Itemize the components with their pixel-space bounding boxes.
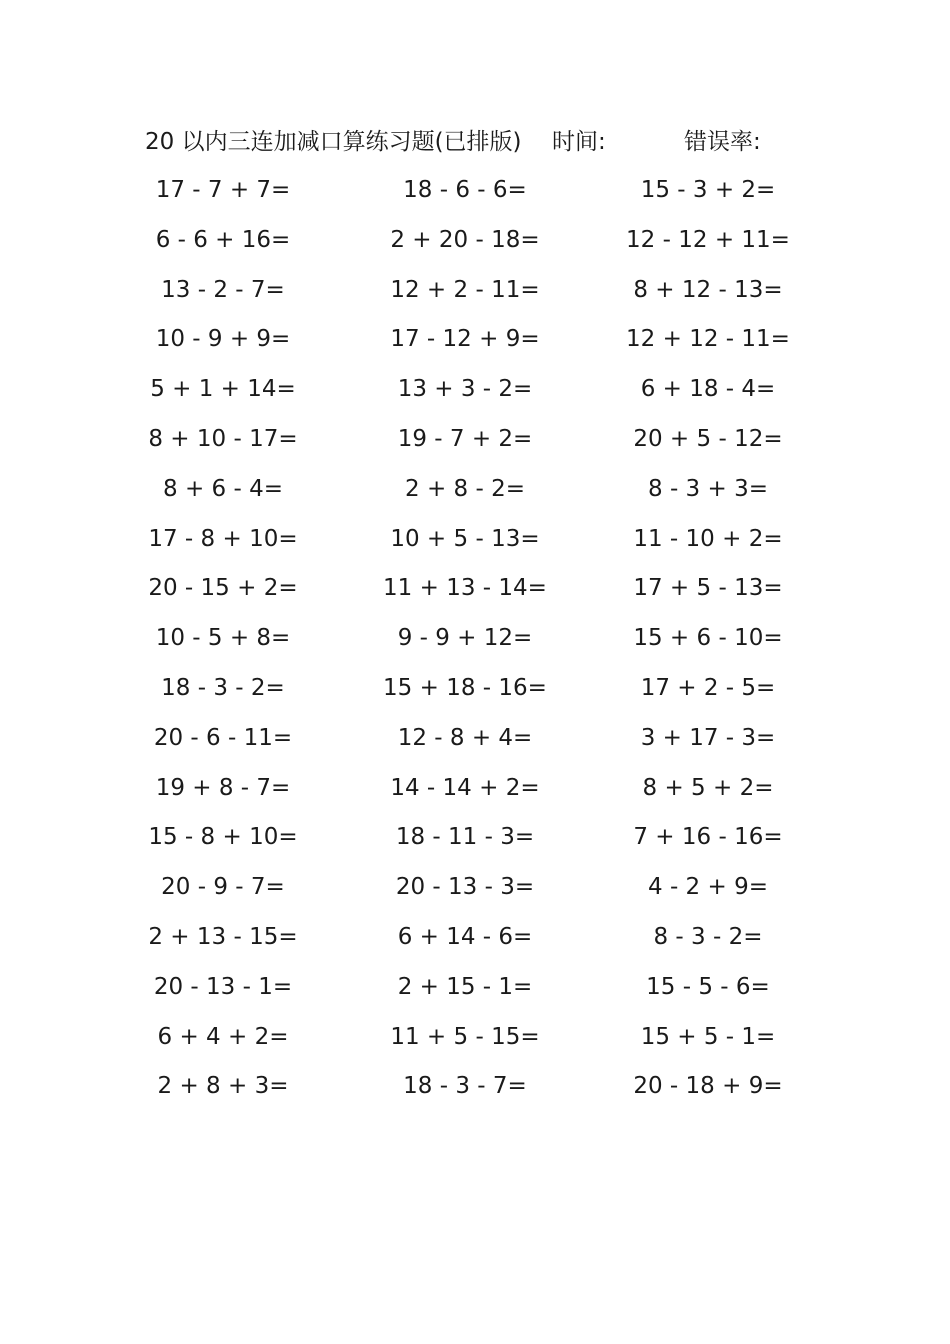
problem-row bbox=[0, 568, 950, 618]
problem-item: 20 - 13 - 1= bbox=[153, 973, 293, 1000]
problem-item: 12 + 12 - 11= bbox=[626, 326, 790, 353]
problem-item: 15 - 3 + 2= bbox=[640, 177, 776, 203]
problem-item: 17 - 7 + 7= bbox=[155, 177, 291, 203]
problem-row bbox=[0, 419, 950, 469]
problem-item: 8 + 10 - 17= bbox=[148, 425, 298, 452]
problem-row bbox=[0, 917, 950, 967]
problem-item: 6 + 18 - 4= bbox=[640, 376, 776, 403]
problem-row bbox=[0, 270, 950, 320]
problem-item: 20 - 6 - 11= bbox=[153, 724, 293, 751]
problem-item: 18 - 11 - 3= bbox=[395, 824, 535, 851]
problem-row bbox=[0, 867, 950, 917]
problem-item: 10 - 5 + 8= bbox=[155, 625, 291, 652]
problem-item: 18 - 3 - 7= bbox=[403, 1073, 527, 1100]
problem-item: 20 - 18 + 9= bbox=[633, 1073, 783, 1100]
problem-row bbox=[0, 519, 950, 569]
problem-item: 2 + 8 - 2= bbox=[405, 475, 525, 502]
problem-row bbox=[0, 220, 950, 270]
problem-item: 6 + 4 + 2= bbox=[157, 1023, 289, 1050]
problem-item: 20 - 13 - 3= bbox=[395, 874, 535, 901]
problem-item: 2 + 8 + 3= bbox=[157, 1073, 289, 1100]
problem-row bbox=[0, 718, 950, 768]
problem-item: 8 + 5 + 2= bbox=[642, 774, 774, 801]
problem-item: 20 - 15 + 2= bbox=[148, 575, 298, 602]
problem-item: 15 - 5 - 6= bbox=[646, 973, 770, 1000]
problem-item: 11 + 5 - 15= bbox=[390, 1023, 540, 1050]
problem-item: 10 - 9 + 9= bbox=[155, 326, 291, 353]
problem-item: 12 - 12 + 11= bbox=[626, 226, 790, 253]
problem-row bbox=[0, 170, 950, 220]
problem-item: 2 + 15 - 1= bbox=[397, 973, 533, 1000]
problem-item: 11 + 13 - 14= bbox=[383, 575, 547, 602]
problem-item: 18 - 3 - 2= bbox=[161, 674, 285, 701]
problem-item: 19 + 8 - 7= bbox=[155, 774, 291, 801]
problem-item: 8 + 12 - 13= bbox=[633, 276, 783, 303]
problem-row bbox=[0, 967, 950, 1017]
problem-item: 12 + 2 - 11= bbox=[390, 276, 540, 303]
problem-item: 18 - 6 - 6= bbox=[403, 177, 527, 203]
worksheet-header bbox=[0, 124, 950, 160]
problem-item: 10 + 5 - 13= bbox=[390, 525, 540, 552]
problem-row bbox=[0, 369, 950, 419]
problem-item: 17 + 2 - 5= bbox=[640, 674, 776, 701]
problem-item: 17 + 5 - 13= bbox=[633, 575, 783, 602]
problem-row bbox=[0, 1066, 950, 1116]
problem-item: 6 + 14 - 6= bbox=[397, 923, 533, 950]
error-rate-label: 错误率: bbox=[684, 129, 761, 155]
problem-row bbox=[0, 618, 950, 668]
problem-item: 5 + 1 + 14= bbox=[150, 376, 296, 403]
problem-row bbox=[0, 817, 950, 867]
problem-item: 6 - 6 + 16= bbox=[155, 226, 291, 253]
problem-item: 20 + 5 - 12= bbox=[633, 425, 783, 452]
problem-item: 14 - 14 + 2= bbox=[390, 774, 540, 801]
problem-item: 2 + 20 - 18= bbox=[390, 226, 540, 253]
problem-item: 19 - 7 + 2= bbox=[397, 425, 533, 452]
problem-item: 9 - 9 + 12= bbox=[397, 625, 533, 652]
problem-item: 4 - 2 + 9= bbox=[648, 874, 768, 901]
problem-item: 15 + 18 - 16= bbox=[383, 674, 547, 701]
problem-row bbox=[0, 469, 950, 519]
problem-item: 11 - 10 + 2= bbox=[633, 525, 783, 552]
problem-item: 3 + 17 - 3= bbox=[640, 724, 776, 751]
worksheet-title: 20 以内三连加减口算练习题(已排版) bbox=[145, 129, 522, 155]
problem-item: 7 + 16 - 16= bbox=[633, 824, 783, 851]
problem-item: 13 - 2 - 7= bbox=[161, 276, 285, 303]
problem-item: 15 + 6 - 10= bbox=[633, 625, 783, 652]
problem-item: 15 - 8 + 10= bbox=[148, 824, 298, 851]
problem-item: 8 - 3 + 3= bbox=[648, 475, 768, 502]
problem-item: 13 + 3 - 2= bbox=[397, 376, 533, 403]
problem-item: 2 + 13 - 15= bbox=[148, 923, 298, 950]
problem-item: 15 + 5 - 1= bbox=[640, 1023, 776, 1050]
problem-grid bbox=[0, 170, 950, 1116]
problem-item: 17 - 8 + 10= bbox=[148, 525, 298, 552]
problem-item: 8 - 3 - 2= bbox=[653, 923, 763, 950]
problem-item: 20 - 9 - 7= bbox=[161, 874, 285, 901]
problem-item: 17 - 12 + 9= bbox=[390, 326, 540, 353]
time-label: 时间: bbox=[552, 129, 606, 155]
problem-row bbox=[0, 668, 950, 718]
problem-row bbox=[0, 768, 950, 818]
problem-item: 12 - 8 + 4= bbox=[397, 724, 533, 751]
problem-row bbox=[0, 319, 950, 369]
problem-item: 8 + 6 - 4= bbox=[163, 475, 283, 502]
problem-row bbox=[0, 1017, 950, 1067]
